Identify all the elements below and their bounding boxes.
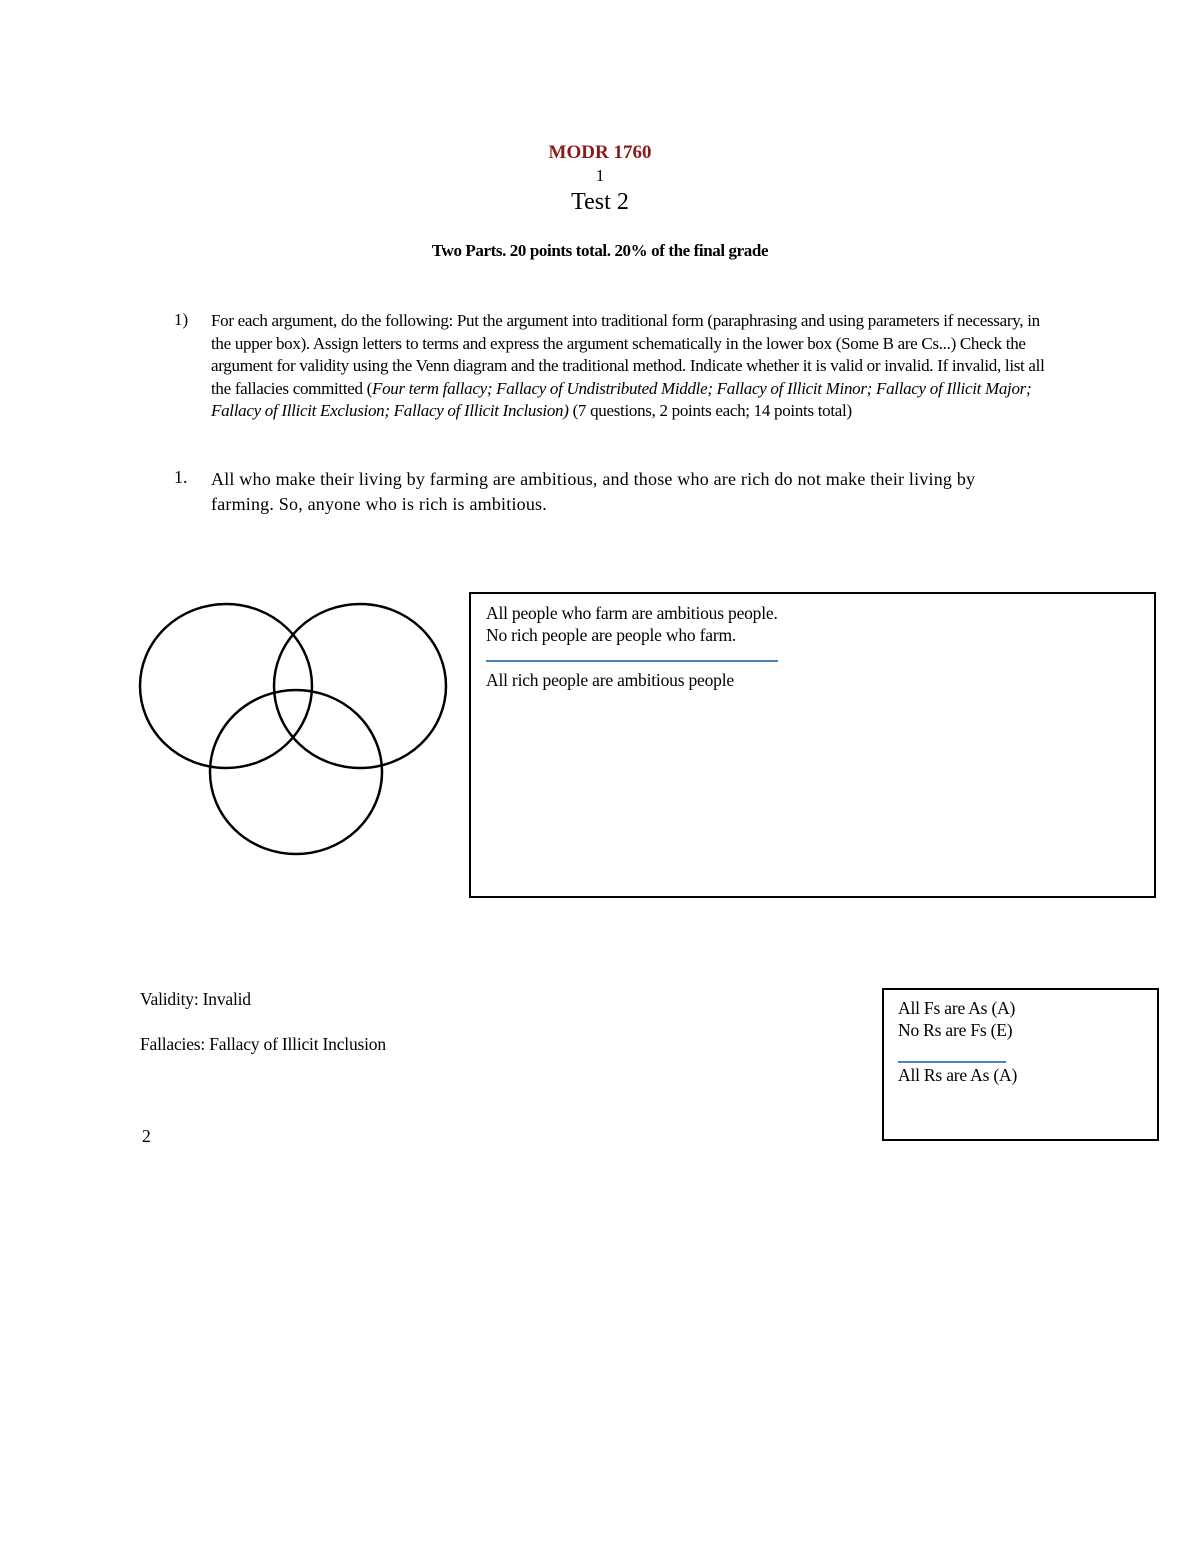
question-number: 1. <box>174 467 188 487</box>
traditional-form-box <box>469 592 1156 898</box>
upper-conclusion-divider <box>486 660 778 662</box>
page-number-bottom: 2 <box>142 1126 151 1146</box>
instructions-text-plain: For each argument, do the following: Put the argument into traditional form (paraphrasing and using parameters if necessary, in the upper box). Assign letters to terms and express the argument schematically in the lower box (Some B are Cs...) Check the argument for validity using the Venn diagram and the traditional method. Indicate whether it is valid or invalid. If invalid, list all the fallacies committed ( <box>211 311 1045 398</box>
venn-diagram <box>135 598 455 860</box>
page-number-top: 1 <box>595 166 605 185</box>
venn-circle-bottom <box>210 690 382 854</box>
question-text: All who make their living by farming are ambitious, and those who are rich do not make their living by farming. So, anyone who is rich is ambitious. <box>211 469 976 514</box>
fallacies-answer: Fallacies: Fallacy of Illicit Inclusion <box>140 1034 386 1054</box>
validity-answer: Validity: Invalid <box>140 989 251 1009</box>
schematic-form-box <box>882 988 1159 1141</box>
upper-premise-1: All people who farm are ambitious people. <box>486 603 778 623</box>
lower-premise-2: No Rs are Fs (E) <box>898 1020 1013 1040</box>
instructions-number: 1) <box>174 310 189 329</box>
instructions-text-tail: (7 questions, 2 points each; 14 points total) <box>568 401 852 420</box>
lower-conclusion: All Rs are As (A) <box>898 1065 1018 1085</box>
test-subtitle: Two Parts. 20 points total. 20% of the final grade <box>431 241 769 260</box>
lower-premise-1: All Fs are As (A) <box>898 998 1016 1018</box>
instructions-fallacy-list: Four term fallacy; Fallacy of Undistributed Middle; Fallacy of Illicit Minor; Fallacy of Illicit Major; Fallacy of Illicit Exclusion; Fallacy of Illicit Inclusion) <box>211 378 1032 420</box>
upper-conclusion: All rich people are ambitious people <box>486 670 734 690</box>
instructions-text <box>211 310 1061 423</box>
test-title: Test 2 <box>571 189 629 215</box>
venn-circle-left <box>140 604 312 768</box>
venn-circle-right <box>274 604 446 768</box>
lower-conclusion-divider <box>898 1061 1006 1063</box>
upper-premise-2: No rich people are people who farm. <box>486 625 737 645</box>
course-code: MODR 1760 <box>548 142 652 163</box>
